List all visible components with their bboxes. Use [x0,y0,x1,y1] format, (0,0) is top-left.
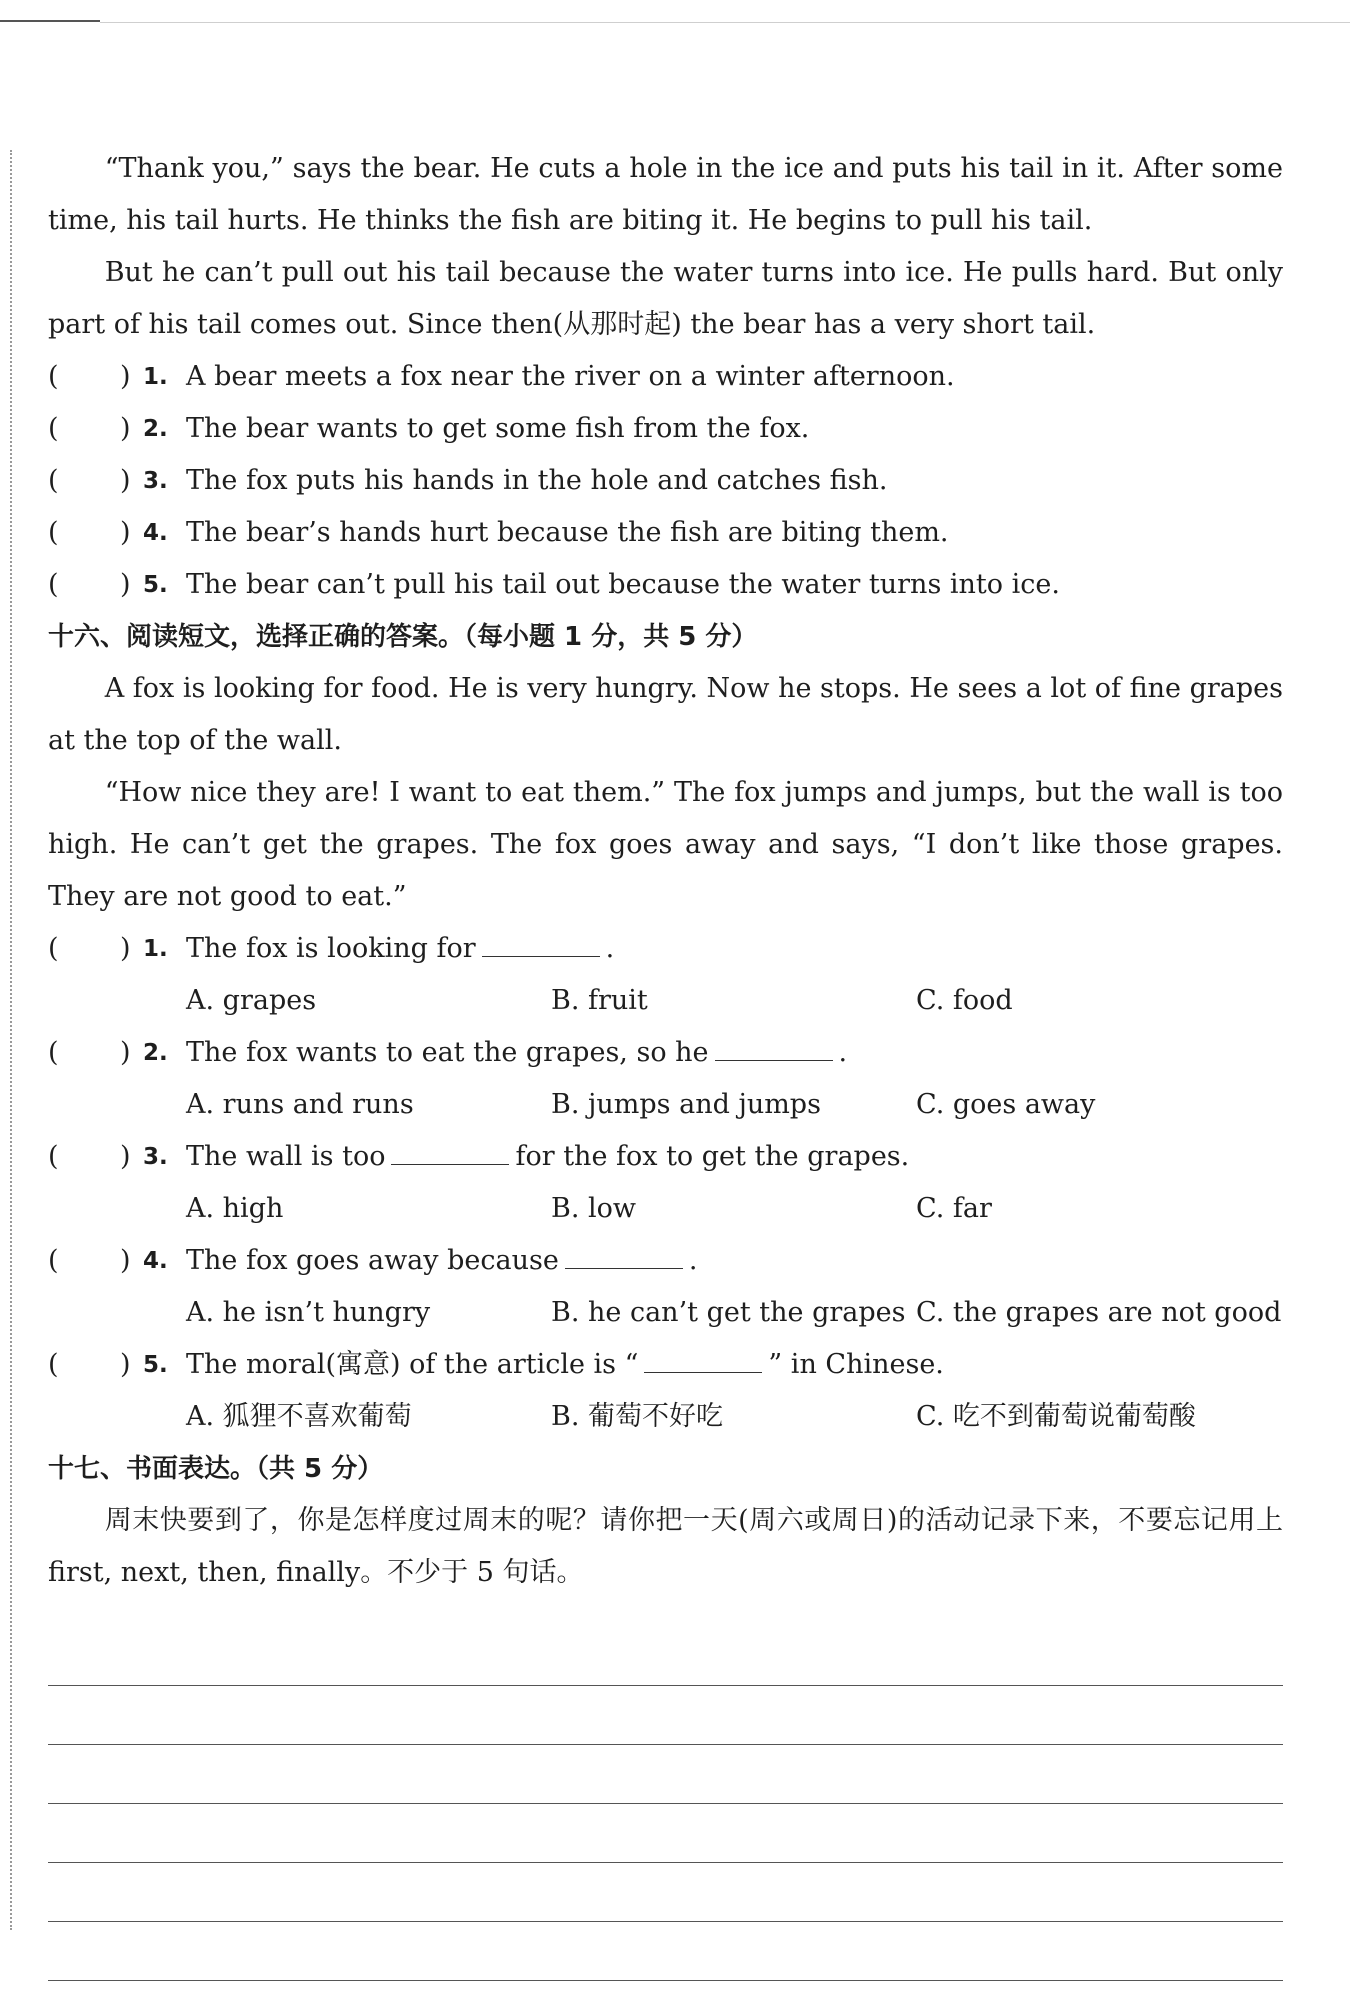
options-row [48,975,1283,1027]
question-stem: The fox wants to eat the grapes, so he [186,1037,709,1068]
question-text: The fox puts his hands in the hole and catches fish. [186,465,888,496]
question-text [186,1339,944,1391]
answer-paren-open[interactable]: ( [48,517,59,548]
question-number: 5. [143,1352,168,1378]
answer-paren-open[interactable]: ( [48,1037,59,1068]
question-stem: The moral(寓意) of the article is “ [186,1349,639,1380]
answer-paren-open[interactable]: ( [48,1349,59,1380]
option-a: A. grapes [186,985,317,1016]
question-text: The bear’s hands hurt because the fish are biting them. [186,517,949,548]
answer-paren-open[interactable]: ( [48,1245,59,1276]
answer-paren-open[interactable]: ( [48,1141,59,1172]
answer-paren-close: ) [120,1245,131,1276]
section-17-title: 十七、书面表达。（共 5 分） [48,1454,384,1484]
question-stem: The fox goes away because [186,1245,559,1276]
option-c: C. far [916,1193,992,1224]
question-text [186,923,614,975]
story2-paragraph-2: “How nice they are! I want to eat them.” The fox jumps and jumps, but the wall is too high. He can’t get the grapes. The fox goes away and says, “I don’t like those grapes. They are not good to eat.” [48,777,1283,912]
answer-paren-close: ) [120,1349,131,1380]
fill-blank[interactable] [391,1134,509,1165]
answer-paren-open[interactable]: ( [48,933,59,964]
option-b: B. jumps and jumps [551,1089,821,1120]
mc-question [48,923,1283,975]
writing-line[interactable] [48,1627,1283,1686]
question-number: 1. [143,936,168,962]
writing-line[interactable] [48,1804,1283,1863]
answer-paren-close: ) [120,569,131,600]
writing-line[interactable] [48,1745,1283,1804]
question-stem: The fox is looking for [186,933,476,964]
options-row [48,1183,1283,1235]
tf-question [48,507,1283,559]
answer-paren-close: ) [120,361,131,392]
option-b: B. fruit [551,985,648,1016]
fill-blank[interactable] [482,926,600,957]
question-text: The bear wants to get some fish from the fox. [186,413,810,444]
question-text [186,1027,847,1079]
question-text [186,1131,909,1183]
tf-question [48,559,1283,611]
option-b: B. low [551,1193,637,1224]
answer-paren-close: ) [120,465,131,496]
question-number: 4. [143,520,168,546]
question-tail: . [838,1037,848,1068]
options-row [48,1079,1283,1131]
answer-paren-close: ) [120,517,131,548]
option-a: A. high [186,1193,284,1224]
writing-instruction: 周末快要到了，你是怎样度过周末的呢？请你把一天(周六或周日)的活动记录下来，不要忘记用上 first, next, then, finally。不少于 5 句话。 [48,1505,1283,1588]
option-c: C. food [916,985,1013,1016]
answer-paren-open[interactable]: ( [48,465,59,496]
answer-paren-open[interactable]: ( [48,569,59,600]
fill-blank[interactable] [644,1342,762,1373]
answer-paren-open[interactable]: ( [48,413,59,444]
story1-paragraph-2: But he can’t pull out his tail because the water turns into ice. He pulls hard. But only part of his tail comes out. Since then(从那时起) the bear has a very short tail. [48,257,1283,340]
mc-question [48,1027,1283,1079]
top-rule-light [100,22,1350,23]
question-number: 3. [143,1144,168,1170]
question-tail: . [688,1245,698,1276]
options-row [48,1287,1283,1339]
true-false-questions [48,351,1283,611]
question-number: 3. [143,468,168,494]
writing-area[interactable] [48,1627,1283,1981]
question-number: 4. [143,1248,168,1274]
fill-blank[interactable] [715,1030,833,1061]
answer-paren-close: ) [120,933,131,964]
question-tail: for the fox to get the grapes. [515,1141,910,1172]
mc-question [48,1131,1283,1183]
option-b: B. he can’t get the grapes [551,1297,906,1328]
question-text: The bear can’t pull his tail out because the water turns into ice. [186,569,1060,600]
story2-paragraph-1: A fox is looking for food. He is very hungry. Now he stops. He sees a lot of fine grapes at the top of the wall. [48,673,1283,756]
top-rule [0,20,100,22]
question-number: 2. [143,1040,168,1066]
writing-line[interactable] [48,1863,1283,1922]
options-row [48,1391,1283,1443]
option-a: A. 狐狸不喜欢葡萄 [186,1401,412,1432]
multiple-choice-questions [48,923,1283,1443]
binding-margin-dots [10,150,12,1930]
worksheet-page [48,143,1283,1981]
writing-line[interactable] [48,1686,1283,1745]
option-c: C. 吃不到葡萄说葡萄酸 [916,1401,1196,1432]
option-b: B. 葡萄不好吃 [551,1401,724,1432]
option-c: C. the grapes are not good [916,1297,1282,1328]
tf-question [48,455,1283,507]
option-c: C. goes away [916,1089,1096,1120]
section-16-title: 十六、阅读短文，选择正确的答案。（每小题 1 分，共 5 分） [48,622,758,652]
question-tail: ” in Chinese. [768,1349,944,1380]
answer-paren-close: ) [120,1037,131,1068]
writing-line[interactable] [48,1922,1283,1981]
answer-paren-close: ) [120,413,131,444]
fill-blank[interactable] [565,1238,683,1269]
tf-question [48,351,1283,403]
mc-question [48,1339,1283,1391]
mc-question [48,1235,1283,1287]
question-text: A bear meets a fox near the river on a winter afternoon. [186,361,955,392]
option-a: A. he isn’t hungry [186,1297,431,1328]
tf-question [48,403,1283,455]
question-tail: . [605,933,615,964]
question-number: 1. [143,364,168,390]
answer-paren-close: ) [120,1141,131,1172]
option-a: A. runs and runs [186,1089,414,1120]
question-text [186,1235,697,1287]
question-stem: The wall is too [186,1141,386,1172]
question-number: 2. [143,416,168,442]
story1-paragraph-1: “Thank you,” says the bear. He cuts a hole in the ice and puts his tail in it. After some time, his tail hurts. He thinks the fish are biting it. He begins to pull his tail. [48,153,1283,236]
answer-paren-open[interactable]: ( [48,361,59,392]
question-number: 5. [143,572,168,598]
